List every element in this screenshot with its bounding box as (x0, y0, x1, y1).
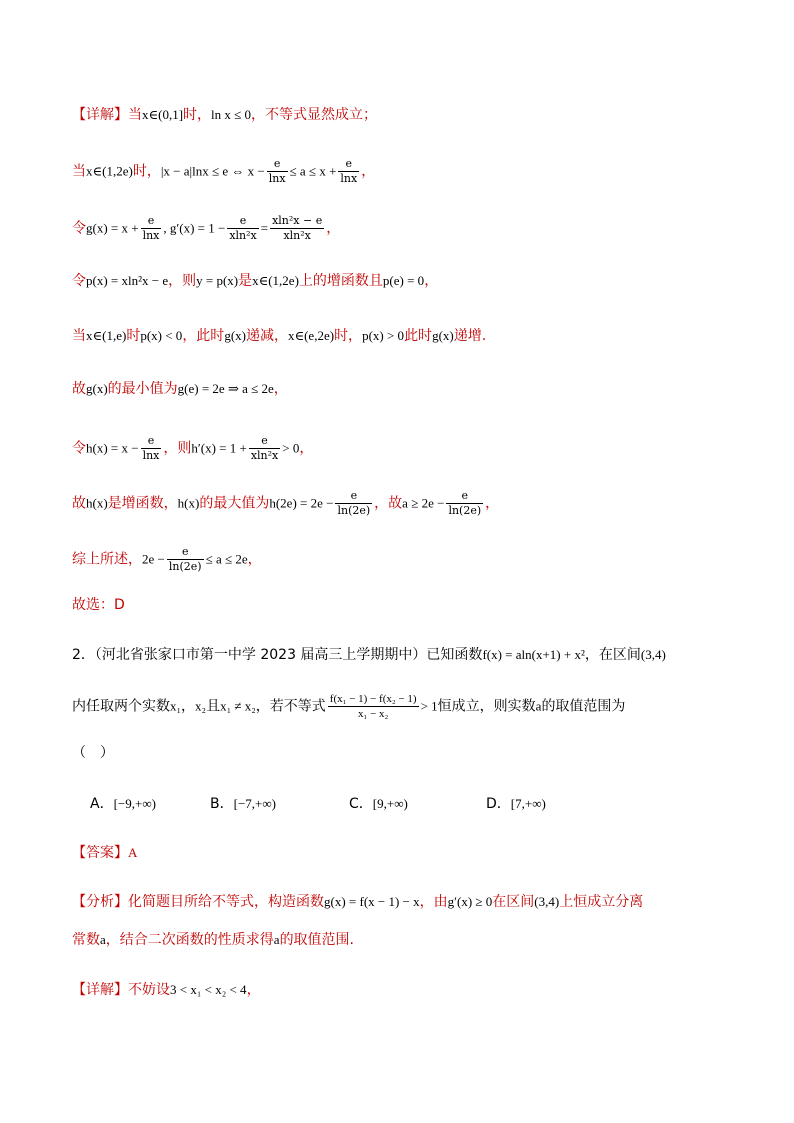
denominator: x₁ − x₂ (357, 708, 389, 720)
math: a ≥ 2e − (402, 495, 445, 511)
text: 故 (72, 381, 86, 397)
detail-line-7 (72, 434, 313, 463)
numerator: e (141, 214, 162, 229)
detail-line-6 (72, 379, 288, 399)
text: ， (326, 220, 341, 237)
text: 的最大值为 (199, 495, 270, 512)
detail-line-4 (72, 271, 438, 291)
text: ， (181, 698, 196, 715)
text: 恒成立，则实数 (437, 698, 536, 715)
text: 故 (72, 495, 86, 512)
analysis-tag: 【分析】 (72, 894, 128, 910)
denominator: lnx (142, 449, 160, 462)
analysis-line-1 (72, 892, 643, 912)
answer-value: A (128, 845, 138, 860)
math: x∈(1,2e) (252, 273, 299, 288)
denominator: lnx (340, 172, 358, 185)
math: p(x) < 0 (140, 328, 183, 343)
math: ln x ≤ 0 (211, 107, 252, 122)
text: 是 (238, 273, 253, 289)
text: 当 (72, 163, 86, 180)
text: 令 (72, 440, 86, 457)
numerator: e (338, 157, 359, 172)
numerator: e (227, 214, 258, 229)
fraction (338, 157, 359, 186)
math: h(x) = x − (86, 440, 139, 456)
detail-line-5 (72, 326, 486, 346)
text: 时 (126, 328, 141, 344)
question-2-line-2 (72, 692, 625, 721)
text: ， (273, 381, 288, 397)
math: h(2e) = 2e − (269, 495, 334, 511)
option-b (210, 793, 276, 813)
math: h(x) (177, 495, 200, 511)
text: ， (299, 440, 314, 457)
option-value: [7,+∞) (510, 796, 546, 811)
detail-2-line (72, 980, 261, 1000)
option-label: B． (210, 796, 234, 812)
detail-tag: 【详解】 (72, 107, 128, 123)
math: x∈(0,1] (142, 107, 184, 122)
fraction (328, 692, 419, 721)
text: 递减， (245, 328, 288, 344)
denominator: xln²x (229, 229, 257, 242)
option-d (486, 793, 546, 813)
option-a (90, 793, 156, 813)
numerator: e (141, 434, 162, 449)
detail-tag: 【详解】 (72, 982, 128, 998)
fraction (446, 489, 483, 518)
text: 令 (72, 220, 86, 237)
math: g(x) = f(x − 1) − x (324, 894, 420, 909)
text: ， (361, 163, 376, 180)
text: 当 (128, 107, 142, 123)
text: 且 (206, 698, 221, 715)
math: , g′(x) = 1 − (163, 220, 226, 236)
fraction (267, 157, 288, 186)
denominator: lnx (268, 172, 286, 185)
math: x₂ (195, 698, 207, 714)
math: h(x) (86, 495, 108, 511)
option-value: [−7,+∞) (233, 796, 276, 811)
math: f(x) = aln(x+1) + x² (482, 647, 585, 662)
math: p(x) > 0 (362, 328, 405, 343)
numerator: e (267, 157, 288, 172)
math: a (273, 932, 280, 947)
text: ， (485, 495, 500, 512)
numerator: f(x₁ − 1) − f(x₂ − 1) (329, 693, 417, 705)
math: g(x) (224, 328, 246, 343)
question-2-line-1 (72, 645, 666, 665)
math: x∈(e,2e) (287, 328, 335, 343)
text: 当 (72, 328, 86, 344)
math: y = p(x) (196, 273, 239, 288)
math: g(x) = x + (86, 220, 139, 236)
text: ， (246, 982, 261, 998)
text: ，若不等式 (255, 698, 326, 715)
fraction (167, 545, 204, 574)
math: g(e) = 2e ⇒ a ≤ 2e (177, 381, 274, 396)
denominator: ln(2e) (337, 504, 371, 517)
math: p(x) = xln²x − e (86, 273, 169, 288)
text: 时， (183, 107, 212, 123)
denominator: xln²x (250, 449, 279, 462)
text: ，此时 (182, 328, 225, 344)
fraction (141, 434, 162, 463)
text: 综上所述， (72, 551, 142, 568)
fraction (270, 214, 324, 243)
math: a (535, 698, 542, 714)
math: g′(x) ≥ 0 (447, 894, 493, 909)
text: 令 (72, 273, 86, 289)
text: 的取值范围. (279, 932, 355, 948)
math: |x − a|lnx ≤ e ⇔ x − (160, 163, 265, 179)
text: 不妨设 (128, 982, 170, 998)
text: 时， (132, 163, 161, 180)
text: 是增函数， (107, 495, 178, 512)
text: 递增. (453, 328, 487, 344)
numerator: xln²x − e (272, 214, 323, 227)
text: 的最小值为 (107, 381, 178, 397)
fraction (335, 489, 372, 518)
detail-line-2 (72, 157, 375, 186)
text: ， (424, 273, 439, 289)
option-label: A． (90, 796, 114, 812)
fraction (141, 214, 162, 243)
detail-line-9 (72, 545, 262, 574)
math: > 0 (282, 440, 300, 456)
denominator: lnx (142, 229, 160, 242)
denominator: ln(2e) (168, 560, 202, 573)
math: (3,4) (534, 894, 560, 909)
text: 上的增函数且 (298, 273, 383, 289)
text: ，结合二次函数的性质求得 (105, 932, 274, 948)
question-text: 2．（河北省张家口市第一中学 2023 届高三上学期期中）已知函数 (72, 647, 483, 663)
detail-line-8 (72, 489, 499, 518)
math: g(x) (432, 328, 454, 343)
option-value: [9,+∞) (372, 796, 408, 811)
math: x∈(1,e) (86, 328, 127, 343)
math: = (260, 220, 269, 236)
math: a (100, 932, 106, 947)
numerator: e (167, 545, 204, 560)
text: ，由 (419, 894, 448, 910)
text: ，不等式显然成立； (251, 107, 378, 123)
denominator: ln(2e) (448, 504, 482, 517)
fraction (227, 214, 258, 243)
numerator: e (335, 489, 372, 504)
option-label: D． (486, 796, 511, 812)
detail-line-1 (72, 105, 377, 125)
math: x₁ ≠ x₂ (220, 698, 256, 714)
math: 2e − (142, 551, 165, 567)
text: 此时 (404, 328, 433, 344)
text: ，故 (374, 495, 403, 512)
numerator: e (446, 489, 483, 504)
math: p(e) = 0 (382, 273, 425, 288)
math: > 1 (420, 698, 438, 714)
answer-tag: 【答案】 (72, 845, 128, 861)
text: 内任取两个实数 (72, 698, 170, 715)
denominator: xln²x (283, 229, 311, 242)
option-c (349, 793, 408, 813)
text: 常数 (72, 932, 100, 948)
math: ≤ a ≤ 2e (205, 551, 248, 567)
option-value: [−9,+∞) (113, 796, 156, 811)
text: 化简题目所给不等式，构造函数 (128, 894, 324, 910)
text: ， (247, 551, 262, 568)
math: 3 < x₁ < x₂ < 4 (170, 982, 247, 997)
text: ，则 (168, 273, 197, 289)
detail-line-3 (72, 214, 340, 243)
numerator: e (249, 434, 280, 449)
math: h′(x) = 1 + (191, 440, 247, 456)
answer-choice-line: 故选：D (72, 597, 125, 613)
text: 的取值范围为 (541, 698, 626, 715)
text: ，则 (163, 440, 192, 457)
option-label: C． (349, 796, 373, 812)
question-2-blank: （ ） (72, 745, 114, 761)
math: ≤ a ≤ x + (289, 163, 337, 179)
analysis-line-2 (72, 930, 354, 950)
answer-line (72, 843, 137, 863)
text: 在区间 (492, 894, 535, 910)
math: (3,4) (640, 647, 666, 662)
text: ，在区间 (584, 647, 641, 663)
text: 上恒成立分离 (559, 894, 644, 910)
math: g(x) (86, 381, 108, 396)
math: x∈(1,2e) (86, 163, 133, 179)
text: 时， (334, 328, 363, 344)
fraction (249, 434, 280, 463)
math: x₁ (170, 698, 182, 714)
